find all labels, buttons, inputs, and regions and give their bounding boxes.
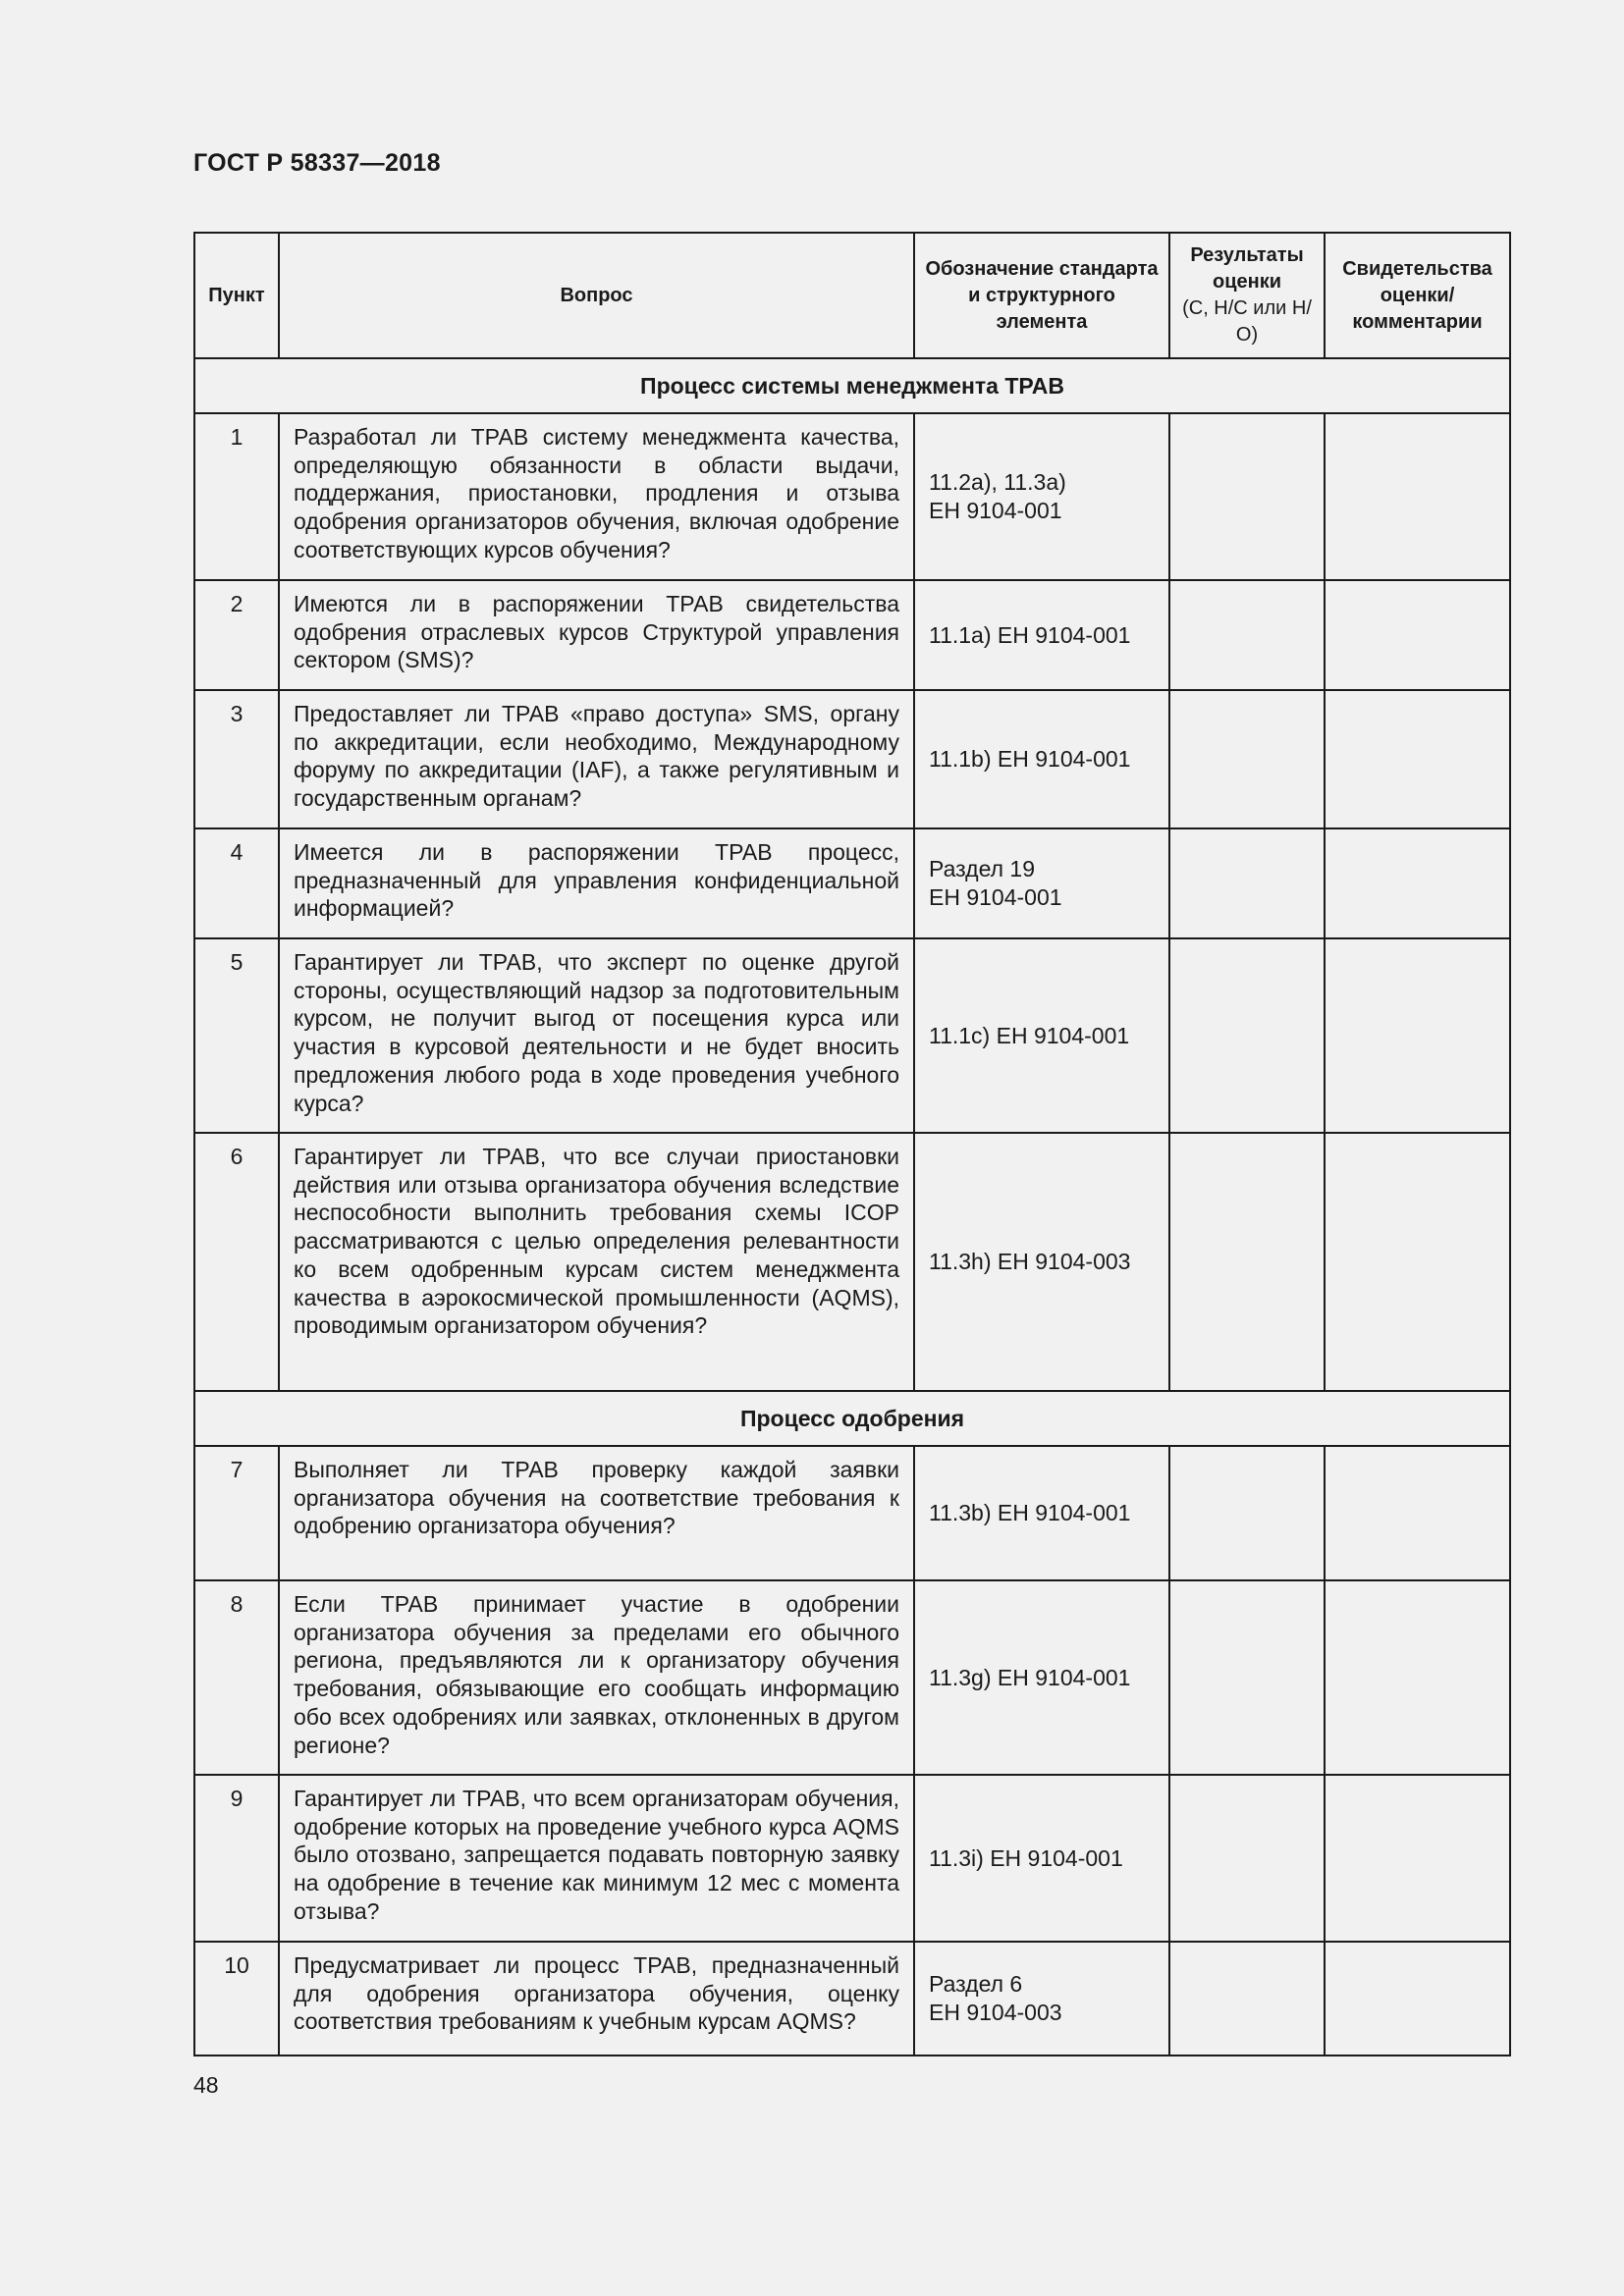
table-row [194, 1942, 1510, 2056]
row-number: 3 [194, 690, 279, 828]
row-evidence-cell [1325, 580, 1510, 690]
row-reference: 11.3i) ЕН 9104-001 [914, 1775, 1169, 1942]
row-reference: 11.1a) ЕН 9104-001 [914, 580, 1169, 690]
row-evidence-cell [1325, 1133, 1510, 1391]
row-number: 10 [194, 1942, 279, 2056]
col-item-header: Пункт [194, 233, 279, 358]
row-question: Если ТРАВ принимает участие в одобрении организатора обучения за пределами его обычного региона, предъявляются ли к организатору обучения требования, обязывающие его сообщать информацию обо всех одобрениях или заявках, отклоненных в другом регионе? [279, 1580, 914, 1775]
row-result-cell [1169, 938, 1325, 1133]
table-row [194, 413, 1510, 580]
row-question: Гарантирует ли ТРАВ, что все случаи приостановки действия или отзыва организатора обучения вследствие неспособности выполнить требования схемы ICOP рассматриваются с целью определения релевантности ко всем одобренным курсам систем менеджмента качества в аэрокосмической промышленности (AQMS), проводимым организатором обучения? [279, 1133, 914, 1391]
row-result-cell [1169, 1446, 1325, 1580]
row-evidence-cell [1325, 690, 1510, 828]
table-row [194, 580, 1510, 690]
row-question: Предусматривает ли процесс ТРАВ, предназначенный для одобрения организатора обучения, оценку соответствия требованиям к учебным курсам AQMS? [279, 1942, 914, 2056]
col-result-header [1169, 233, 1325, 358]
table-body [194, 358, 1510, 2056]
row-evidence-cell [1325, 1775, 1510, 1942]
row-reference: Раздел 6 ЕН 9104-003 [914, 1942, 1169, 2056]
col-ref-header: Обозначение стандарта и структурного элемента [914, 233, 1169, 358]
section-row [194, 1391, 1510, 1446]
section-title: Процесс одобрения [194, 1391, 1510, 1446]
row-question: Гарантирует ли ТРАВ, что всем организаторам обучения, одобрение которых на проведение учебного курса AQMS было отозвано, запрещается подавать повторную заявку на одобрение в течение как минимум 12 мес с момента отзыва? [279, 1775, 914, 1942]
row-result-cell [1169, 1775, 1325, 1942]
row-reference: Раздел 19 ЕН 9104-001 [914, 828, 1169, 938]
row-number: 8 [194, 1580, 279, 1775]
row-evidence-cell [1325, 1942, 1510, 2056]
col-evidence-header: Свидетельства оценки/ комментарии [1325, 233, 1510, 358]
row-result-cell [1169, 580, 1325, 690]
row-number: 2 [194, 580, 279, 690]
row-result-cell [1169, 1133, 1325, 1391]
row-reference: 11.3b) ЕН 9104-001 [914, 1446, 1169, 1580]
row-result-cell [1169, 828, 1325, 938]
table-row [194, 690, 1510, 828]
row-question: Выполняет ли ТРАВ проверку каждой заявки организатора обучения на соответствие требования к одобрению организатора обучения? [279, 1446, 914, 1580]
row-evidence-cell [1325, 413, 1510, 580]
row-result-cell [1169, 413, 1325, 580]
row-number: 6 [194, 1133, 279, 1391]
table-row [194, 1775, 1510, 1942]
document-code: ГОСТ Р 58337—2018 [193, 149, 441, 177]
row-question: Гарантирует ли ТРАВ, что эксперт по оценке другой стороны, осуществляющий надзор за подготовительным курсом, не получит выгод от посещения курса или участия в курсовой деятельности и не будет вносить предложения любого рода в ходе проведения учебного курса? [279, 938, 914, 1133]
table-row [194, 1133, 1510, 1391]
row-evidence-cell [1325, 1580, 1510, 1775]
table-row [194, 828, 1510, 938]
row-reference: 11.1b) ЕН 9104-001 [914, 690, 1169, 828]
row-question: Предоставляет ли ТРАВ «право доступа» SMS, органу по аккредитации, если необходимо, Международному форуму по аккредитации (IAF), а также регулятивным и государственным органам? [279, 690, 914, 828]
section-title: Процесс системы менеджмента ТРАВ [194, 358, 1510, 413]
row-reference: 11.2a), 11.3a) ЕН 9104-001 [914, 413, 1169, 580]
row-result-cell [1169, 690, 1325, 828]
row-number: 5 [194, 938, 279, 1133]
col-result-title: Результаты оценки [1190, 244, 1304, 293]
row-evidence-cell [1325, 938, 1510, 1133]
row-number: 7 [194, 1446, 279, 1580]
table-header [194, 233, 1510, 358]
row-reference: 11.3h) ЕН 9104-003 [914, 1133, 1169, 1391]
checklist-table [193, 232, 1511, 2056]
col-question-header: Вопрос [279, 233, 914, 358]
table-row [194, 938, 1510, 1133]
table-row [194, 1446, 1510, 1580]
row-reference: 11.1c) ЕН 9104-001 [914, 938, 1169, 1133]
row-question: Разработал ли ТРАВ систему менеджмента качества, определяющую обязанности в области выдачи, поддержания, приостановки, продления и отзыва одобрения организаторов обучения, включая одобрение соответствующих курсов обучения? [279, 413, 914, 580]
row-number: 4 [194, 828, 279, 938]
row-question: Имеется ли в распоряжении ТРАВ процесс, предназначенный для управления конфиденциальной информацией? [279, 828, 914, 938]
page-number: 48 [193, 2072, 219, 2098]
row-result-cell [1169, 1942, 1325, 2056]
row-reference: 11.3g) ЕН 9104-001 [914, 1580, 1169, 1775]
row-number: 1 [194, 413, 279, 580]
row-result-cell [1169, 1580, 1325, 1775]
col-result-subtitle: (С, Н/С или Н/О) [1182, 297, 1312, 346]
row-number: 9 [194, 1775, 279, 1942]
row-evidence-cell [1325, 828, 1510, 938]
table-row [194, 1580, 1510, 1775]
row-question: Имеются ли в распоряжении ТРАВ свидетельства одобрения отраслевых курсов Структурой управления сектором (SMS)? [279, 580, 914, 690]
section-row [194, 358, 1510, 413]
row-evidence-cell [1325, 1446, 1510, 1580]
